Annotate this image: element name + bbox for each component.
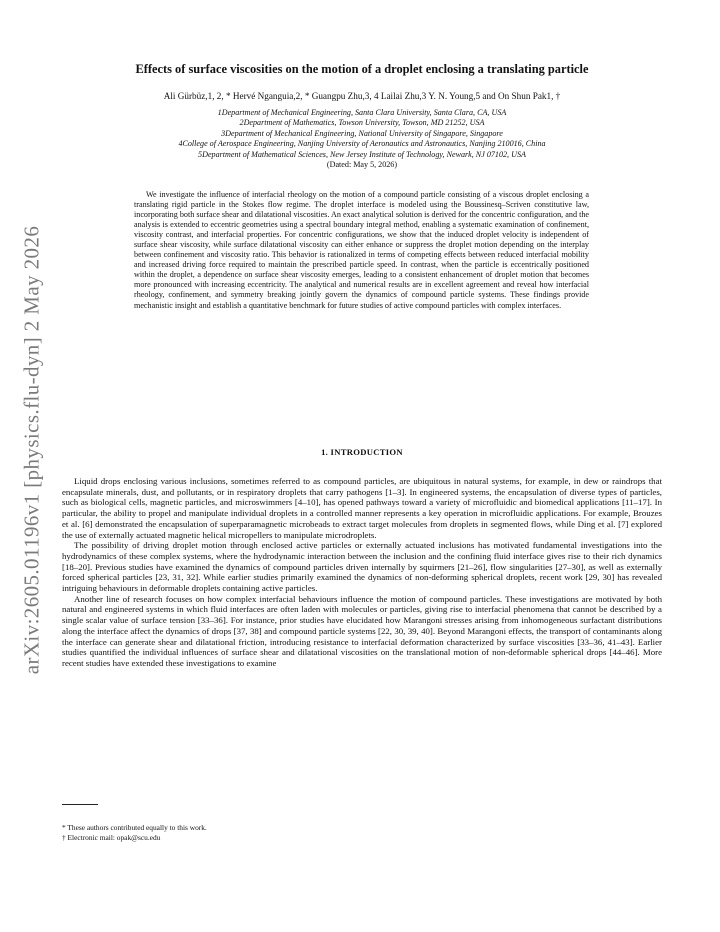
paragraph: Liquid drops enclosing various inclusions, sometimes referred to as compound particles, are ubiquitous in natural systems, for example, in dew or raindrops that encapsulate minerals, dust, and pollutants, or in respiratory droplets that carry pathogens [1–3]. In engineered systems, the encapsulation of diverse types of particles, such as biological cells, magnetic particles, and microswimmers [4–10], has opened pathways toward a variety of microfluidic and biomedical applications [11–17]. In particular, the ability to propel and manipulate individual droplets in a controlled manner represents a key operation in microfluidic applications. For example, Brouzes et al. [6] demonstrated the encapsulation of superparamagnetic microbeads to extract target molecules from droplets in segmented flows, while Ding et al. [7] explored the use of externally actuated magnetic helical micropellers to manipulate microdroplets.: [62, 476, 662, 540]
footnote-equal-contribution: * These authors contributed equally to this work.: [62, 823, 207, 832]
abstract: We investigate the influence of interfacial rheology on the motion of a compound particle consisting of a viscous droplet enclosing a translating rigid particle in the Stokes flow regime. The droplet interface is modeled using the Boussinesq–Scriven constitutive law, incorporating both surface shear and dilatational viscosities. An exact analytical solution is derived for the concentric configuration, and the analysis is extended to eccentric geometries using a spectral boundary integral method, enabling a systematic examination of confinement, viscosity contrast, and interfacial properties. For concentric configurations, we show that the induced droplet velocity is independent of surface shear viscosity, while surface dilatational viscosity can either enhance or suppress the droplet motion depending on the interplay between confinement and viscosity ratio. This behavior is rationalized in terms of competing effects between reduced interfacial mobility and increased driving force required to maintain the prescribed particle speed. In contrast, when the particle is eccentrically positioned within the droplet, a dependence on surface shear viscosity emerges, leading to a consistent enhancement of droplet motion that becomes more pronounced with increasing eccentricity. The analytical and numerical results are in excellent agreement and reveal how interfacial rheology, confinement, and symmetry breaking jointly govern the dynamics of compound particle systems. These findings provide mechanistic insight and establish a quantitative benchmark for future studies of active compound particles with complex interfaces.: [134, 190, 589, 310]
affiliation-5: 5Department of Mathematical Sciences, New Jersey Institute of Technology, Newark, NJ 07102, USA: [198, 149, 526, 159]
introduction-body: [62, 476, 662, 669]
affiliation-2: 2Department of Mathematics, Towson University, Towson, MD 21252, USA: [239, 118, 485, 128]
dated-line: (Dated: May 5, 2026): [326, 160, 398, 170]
affiliation-1: 1Department of Mechanical Engineering, Santa Clara University, Santa Clara, CA, USA: [217, 108, 507, 117]
arxiv-identifier: arXiv:2605.01196v1 [physics.flu-dyn] 2 May 2026: [19, 225, 44, 675]
footnote-email: † Electronic mail: opak@scu.edu: [62, 833, 161, 843]
affiliations: [62, 108, 662, 170]
arxiv-sidebar: [10, 215, 54, 685]
footnotes: [62, 823, 662, 844]
paper-title: Effects of surface viscosities on the motion of a droplet enclosing a translating particle: [135, 62, 589, 76]
paragraph: The possibility of driving droplet motion through enclosed active particles or externally actuated inclusions has motivated fundamental investigations into the hydrodynamics of these complex systems, where the hydrodynamic interaction between the inclusion and the confining fluid interface gives rise to their rich dynamics [18–20]. Previous studies have examined the dynamics of compound particles driven internally by squirmers [21–26], flow singularities [27–30], as well as externally forced spherical particles [23, 31, 32]. While earlier studies primarily examined the dynamics of non-deforming spherical droplets, recent work [29, 30] has revealed intriguing behaviours in deformable droplets containing active particles.: [62, 540, 662, 594]
footnote-rule: [62, 804, 98, 805]
section-heading-introduction: 1. INTRODUCTION: [321, 447, 403, 457]
author-list: Ali Gürbüz,1, 2, * Hervé Nganguia,2, * Guangpu Zhu,3, 4 Lailai Zhu,3 Y. N. Young,5 and On Shun Pak1, †: [163, 91, 561, 101]
affiliation-4: 4College of Aerospace Engineering, Nanjing University of Aeronautics and Astronautics, Nanjing 210016, China: [178, 139, 546, 149]
paragraph: Another line of research focuses on how complex interfacial behaviours influence the motion of compound particles. These investigations are motivated by both natural and engineered systems in which fluid interfaces are often laden with molecules or particles, giving rise to interfacial phenomena that cannot be described by a single scalar value of surface tension [33–36]. For instance, prior studies have elucidated how Marangoni stresses arising from inhomogeneous surfactant distributions along the interface affect the dynamics of drops [37, 38] and compound particle systems [22, 30, 39, 40]. Beyond Marangoni effects, the transport of contaminants along the interface can generate shear and dilatational friction, introducing resistance to interfacial deformation characterized by surface viscosities [33–36, 41–43]. Earlier studies quantified the individual influences of surface shear and dilatational viscosities on the translational motion of non-deformable spherical drops [44–46]. More recent studies have extended these investigations to examine: [62, 593, 662, 668]
affiliation-3: 3Department of Mechanical Engineering, National University of Singapore, Singapore: [221, 128, 503, 138]
